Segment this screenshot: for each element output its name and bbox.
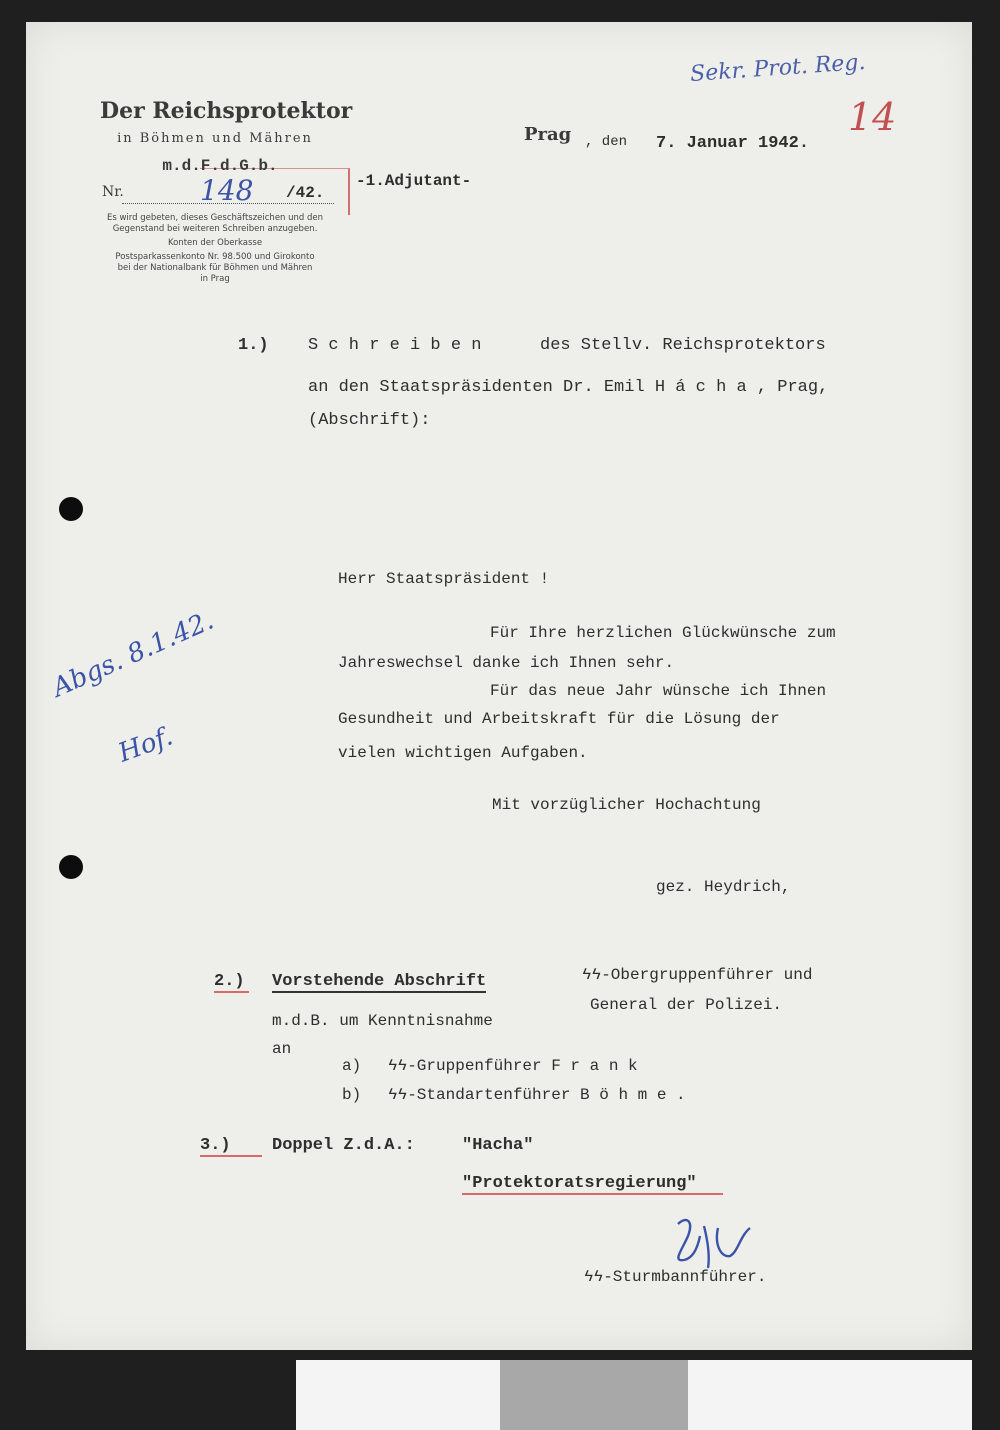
adjutant-label: -1.Adjutant- — [356, 172, 472, 190]
rank-line-2: General der Polizei. — [590, 996, 783, 1014]
item2-b-text: -Standartenführer B ö h m e . — [407, 1086, 686, 1104]
item3-ref2: "Protektoratsregierung" — [462, 1174, 723, 1195]
letter-p2-line1: Für das neue Jahr wünsche ich Ihnen — [490, 682, 827, 700]
letterhead-note-5: bei der Nationalbank für Böhmen und Mähren — [117, 263, 313, 273]
place: Prag — [524, 124, 572, 145]
handwritten-signature — [664, 1206, 774, 1276]
item1-line1-a: S c h r e i b e n — [308, 336, 482, 355]
rank-line-1 — [582, 966, 812, 984]
nr-label: Nr. — [102, 184, 124, 200]
item2-b-label: b) — [342, 1086, 362, 1104]
letter-signed: gez. Heydrich, — [656, 878, 791, 896]
letterhead-note-4: Postsparkassenkonto Nr. 98.500 und Girokonto — [115, 252, 315, 262]
item1-line1-b: des Stellv. Reichsprotektors — [540, 336, 826, 355]
letterhead-note-1: Es wird gebeten, dieses Geschäftszeichen und den — [106, 213, 324, 223]
item2-number: 2.) — [214, 972, 249, 993]
ss-rune-icon: ϟϟ — [584, 1268, 604, 1286]
punch-hole-top — [59, 497, 83, 521]
calibration-grey-patch — [500, 1360, 688, 1430]
letterhead-note-6: in Prag — [200, 274, 230, 284]
rank-line-1-text: -Obergruppenführer und — [601, 966, 813, 984]
nr-suffix: /42. — [286, 184, 325, 202]
ss-rune-icon: ϟϟ — [582, 966, 602, 984]
salutation: Herr Staatspräsident ! — [338, 570, 550, 588]
letterhead-office: m.d.F.d.G.b. — [162, 157, 278, 175]
den-label: , den — [585, 134, 628, 150]
letterhead-note-2: Gegenstand bei weiteren Schreiben anzugeben. — [112, 224, 318, 234]
item2-a-text: -Gruppenführer F r a n k — [407, 1057, 638, 1075]
left-margin-handnote-1: Abgs. 8.1.42. — [48, 605, 219, 704]
letterhead-note-3: Konten der Oberkasse — [167, 238, 263, 248]
letter-closing: Mit vorzüglicher Hochachtung — [492, 796, 761, 814]
nr-value: 148 — [200, 174, 254, 207]
nr-underline — [122, 203, 334, 204]
letter-p2-line3: vielen wichtigen Aufgaben. — [338, 744, 588, 762]
letterhead-subtitle: in Böhmen und Mähren — [117, 131, 313, 146]
item2-b — [388, 1086, 686, 1104]
item3-number: 3.) — [200, 1136, 262, 1157]
item2-a — [388, 1057, 638, 1075]
letter-p2-line2: Gesundheit und Arbeitskraft für die Lösung der — [338, 710, 780, 728]
item2-line2: an — [272, 1040, 292, 1058]
left-margin-handnote-2: Hof. — [114, 721, 177, 769]
page-number-handnote: 14 — [848, 95, 897, 139]
footer-rank-text: -Sturmbannführer. — [603, 1268, 767, 1286]
item3-text: Doppel Z.d.A.: — [272, 1136, 415, 1155]
ss-rune-icon: ϟϟ — [388, 1057, 408, 1075]
item1-number: 1.) — [238, 336, 269, 355]
item2-line1: m.d.B. um Kenntnisnahme — [272, 1012, 493, 1030]
top-right-handnote: Sekr. Prot. Reg. — [689, 49, 867, 88]
letter-date: 7. Januar 1942. — [656, 134, 810, 153]
item1-line3: (Abschrift): — [308, 411, 431, 430]
letter-p1-line1: Für Ihre herzlichen Glückwünsche zum — [490, 624, 836, 642]
item2-title: Vorstehende Abschrift — [272, 972, 487, 991]
item1-line2: an den Staatspräsidenten Dr. Emil H á c h a , Prag, — [308, 378, 829, 397]
item3-ref1: "Hacha" — [462, 1136, 534, 1155]
ss-rune-icon: ϟϟ — [388, 1086, 408, 1104]
letterhead-title: Der Reichsprotektor — [100, 98, 353, 124]
punch-hole-bottom — [59, 855, 83, 879]
item2-a-label: a) — [342, 1057, 362, 1075]
footer-rank — [584, 1268, 766, 1286]
letter-p1-line2: Jahreswechsel danke ich Ihnen sehr. — [338, 654, 675, 672]
